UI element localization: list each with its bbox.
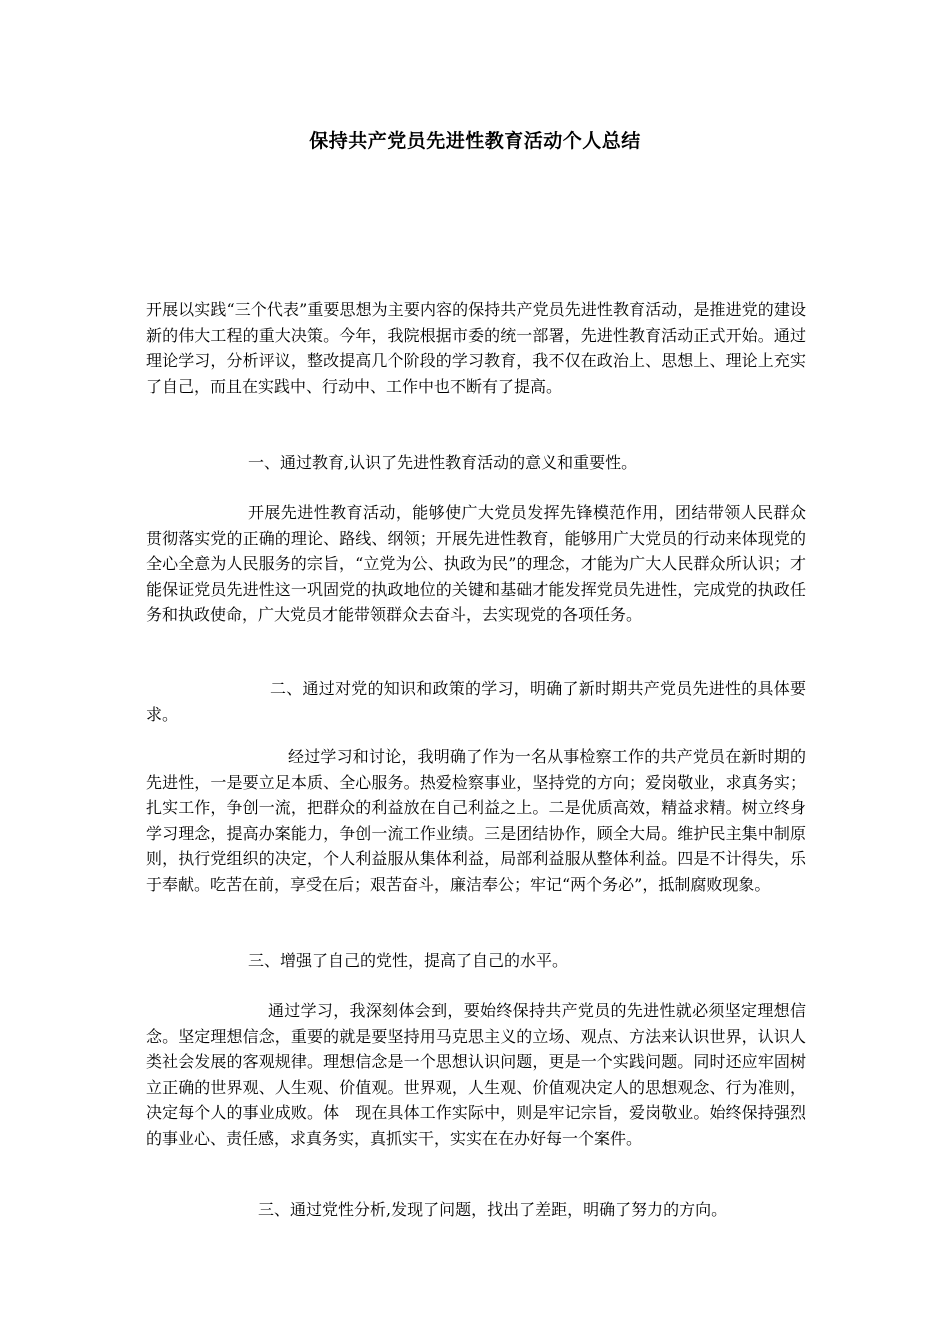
section-heading-3: 三、增强了自己的党性，提高了自己的水平。 xyxy=(248,951,569,970)
body-paragraph-1: 开展先进性教育活动，能够使广大党员发挥先锋模范作用，团结带领人民群众贯彻落实党的正确的理论、路线、纲领；开展先进性教育，能够用广大党员的行动来体现党的全心全意为人民服务的宗旨，“立党为公、执政为民”的理念，才能为广大人民群众所认识；才能保证党员先进性这一巩固党的执政地位的关键和基础才能发挥党员先进性，完成党的执政任务和执政使命，广大党员才能带领群众去奋斗，去实现党的各项任务。 xyxy=(146,503,806,624)
body-paragraph-3: 通过学习，我深刻体会到，要始终保持共产党员的先进性就必须坚定理想信念。坚定理想信念，重要的就是要坚持用马克思主义的立场、观点、方法来认识世界，认识人类社会发展的客观规律。理想信念是一个思想认识问题，更是一个实践问题。同时还应牢固树立正确的世界观、人生观、价值观。世界观，人生观、价值观决定人的思想观念、行为准则，决定每个人的事业成败。体 现在具体工作实际中，则是牢记宗旨，爱岗敬业。始终保持强烈的事业心、责任感，求真务实，真抓实干，实实在在办好每一个案件。 xyxy=(146,1001,806,1148)
document-title: 保持共产党员先进性教育活动个人总结 xyxy=(309,130,641,152)
intro-paragraph: 开展以实践“三个代表”重要思想为主要内容的保持共产党员先进性教育活动，是推进党的建设新的伟大工程的重大决策。今年，我院根据市委的统一部署，先进性教育活动正式开始。通过理论学习，分析评议，整改提高几个阶段的学习教育，我不仅在政治上、思想上、理论上充实了自己，而且在实践中、行动中、工作中也不断有了提高。 xyxy=(146,300,806,396)
section-heading-2: 二、通过对党的知识和政策的学习，明确了新时期共产党员先进性的具体要求。 xyxy=(146,679,806,724)
body-paragraph-2: 经过学习和讨论，我明确了作为一名从事检察工作的共产党员在新时期的先进性，一是要立足本质、全心服务。热爱检察事业，坚持党的方向；爱岗敬业，求真务实；扎实工作，争创一流，把群众的利益放在自己利益之上。二是优质高效，精益求精。树立终身学习理念，提高办案能力，争创一流工作业绩。三是团结协作，顾全大局。维护民主集中制原则，执行党组织的决定，个人利益服从集体利益，局部利益服从整体利益。四是不计得失，乐于奉献。吃苦在前，享受在后；艰苦奋斗，廉洁奉公；牢记“两个务必”，抵制腐败现象。 xyxy=(146,747,806,894)
section-heading-4: 三、通过党性分析,发现了问题，找出了差距，明确了努力的方向。 xyxy=(258,1200,728,1219)
section-heading-1: 一、通过教育,认识了先进性教育活动的意义和重要性。 xyxy=(248,453,638,472)
